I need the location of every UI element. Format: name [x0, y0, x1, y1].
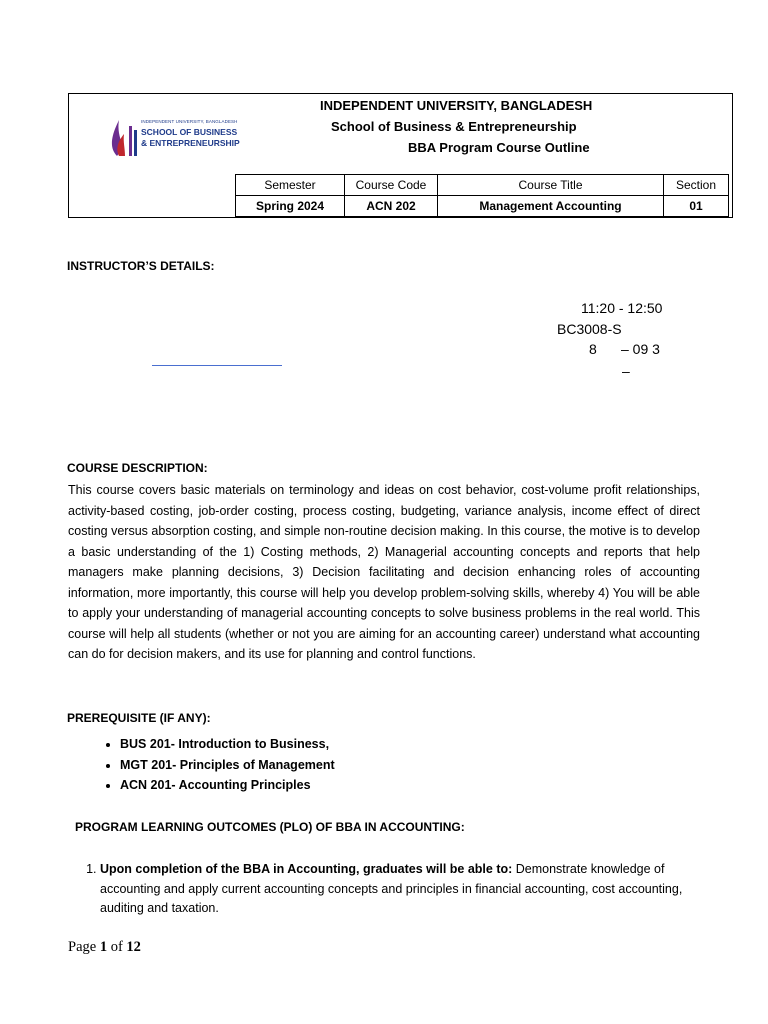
class-time: 11:20 - 12:50: [581, 300, 663, 316]
logo-university-text: INDEPENDENT UNIVERSITY, BANGLADESH: [141, 119, 238, 124]
school-name: School of Business & Entrepreneurship: [331, 119, 577, 134]
header-semester: Semester: [236, 175, 345, 196]
prerequisite-item: • ACN 201- Accounting Principles: [120, 775, 335, 796]
flame-logo-icon: [107, 114, 141, 160]
logo-entrepreneurship-text: & ENTREPRENEURSHIP: [141, 138, 240, 148]
university-name: INDEPENDENT UNIVERSITY, BANGLADESH: [320, 98, 593, 113]
course-info-table: [235, 174, 729, 217]
logo-school-text: SCHOOL OF BUSINESS: [141, 127, 238, 137]
course-header-box: [68, 93, 733, 218]
prerequisite-list: [82, 734, 335, 796]
value-course-title: Management Accounting: [438, 196, 664, 217]
prerequisite-item: • MGT 201- Principles of Management: [120, 755, 335, 776]
header-course-code: Course Code: [345, 175, 438, 196]
plo-heading: PROGRAM LEARNING OUTCOMES (PLO) OF BBA IN ACCOUNTING:: [75, 820, 465, 834]
course-description-heading: COURSE DESCRIPTION:: [67, 461, 208, 475]
plo-item-text: Demonstrate knowledge of accounting and apply current accounting concepts and principles in financial accounting, cost accounting, auditing and taxation.: [100, 862, 683, 915]
course-table-value-row: [236, 196, 729, 217]
page-number: [68, 939, 141, 956]
course-description-text: This course covers basic materials on terminology and ideas on cost behavior, cost-volume profit relationships, activity-based costing, job-order costing, process costing, budgeting, variance analysis, income effect of direct costing versus absorption costing, and simple non-routine decision making. In this course, the motive is to develop a basic understanding of the 1) Costing methods, 2) Managerial accounting concepts and reports that help managers make planning decisions, 3) Decision facilitating and decision enhancing roles of accounting information, more importantly, this course will help you develop problem-solving skills, whereby 4) You will be able to apply your understanding of managerial accounting concepts to solve business problems in the real world. This course will help all students (whether or not you are aiming for an accounting career) understand what accounting can do for decision makers, and its use for planning and control functions.: [68, 483, 700, 661]
instructor-heading: INSTRUCTOR’S DETAILS:: [67, 259, 215, 273]
schedule-fragment-1: 8: [589, 341, 597, 357]
school-logo: [107, 114, 240, 160]
value-semester: Spring 2024: [236, 196, 345, 217]
prerequisite-heading: PREREQUISITE (IF ANY):: [67, 711, 211, 725]
page-label: Page: [68, 939, 97, 955]
schedule-fragment-2: – 09 3: [621, 341, 660, 357]
value-section: 01: [664, 196, 729, 217]
course-table-header-row: [236, 175, 729, 196]
program-name: BBA Program Course Outline: [408, 140, 590, 155]
plo-list: [75, 860, 700, 919]
header-section: Section: [664, 175, 729, 196]
plo-item-lead: Upon completion of the BBA in Accounting, graduates will be able to:: [100, 862, 513, 876]
prerequisite-item: • BUS 201- Introduction to Business,: [120, 734, 335, 755]
page-total: 12: [126, 939, 141, 955]
class-room: BC3008-S: [557, 321, 622, 337]
schedule-fragment-3: –: [622, 363, 630, 379]
header-course-title: Course Title: [438, 175, 664, 196]
value-course-code: ACN 202: [345, 196, 438, 217]
email-link-underline[interactable]: [152, 365, 282, 366]
page-current: 1: [99, 939, 108, 955]
of-label: of: [110, 939, 123, 955]
plo-item: [100, 860, 700, 919]
